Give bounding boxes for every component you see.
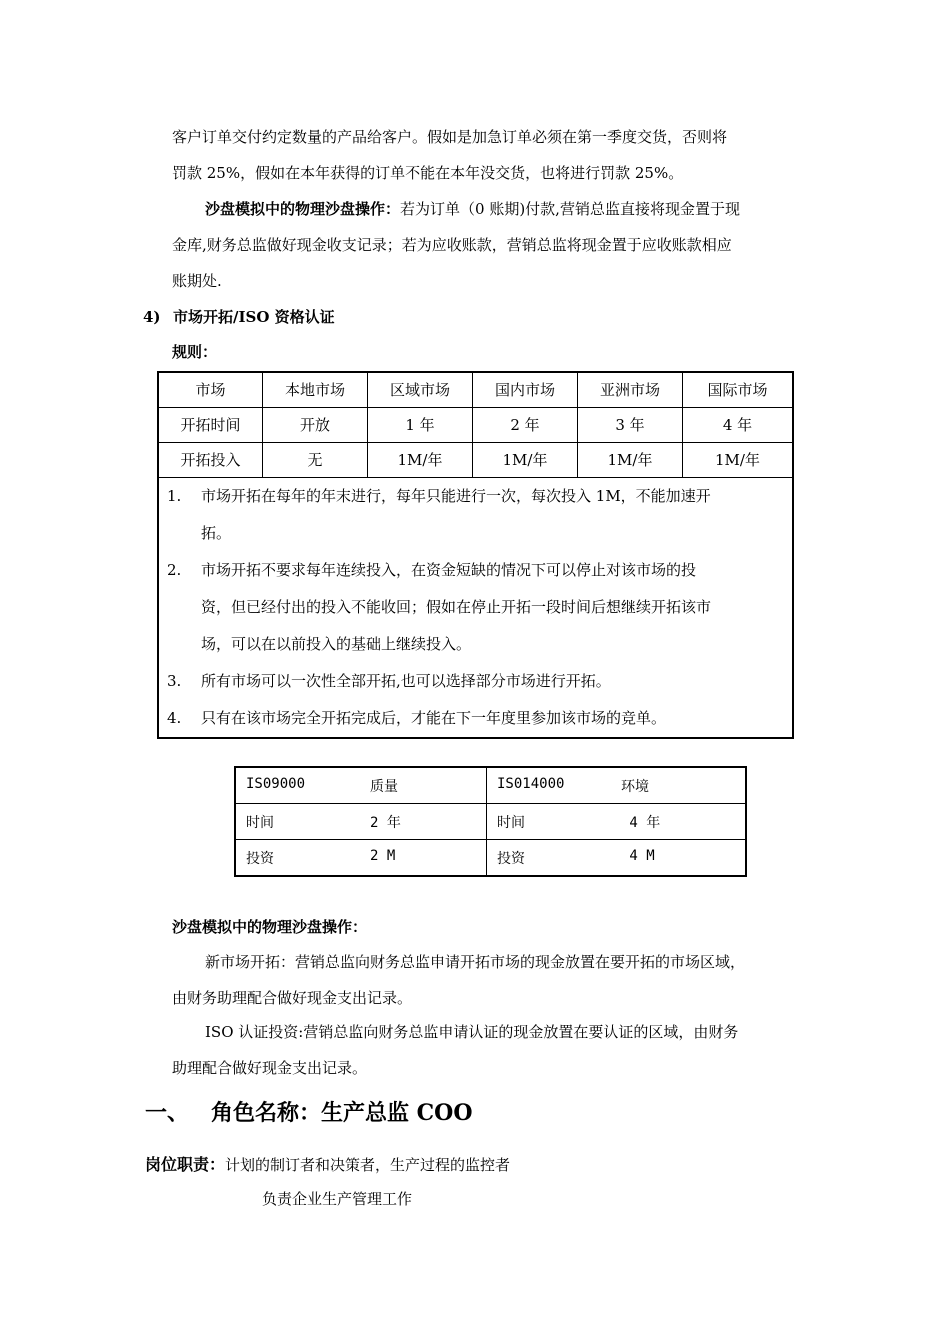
note-text xyxy=(201,663,611,700)
section-title: 市场开拓/ISO 资格认证 xyxy=(173,308,335,326)
table-cell: 4 年 xyxy=(683,407,794,442)
intro-operation-line-2: 金库,财务总监做好现金收支记录；若为应收账款，营销总监将现金置于应收账款相应 xyxy=(172,236,732,254)
note-line: 只有在该市场完全开拓完成后，才能在下一年度里参加该市场的竞单。 xyxy=(201,708,667,727)
table-cell: 无 xyxy=(263,442,368,477)
table-cell: 1M/年 xyxy=(578,442,683,477)
iso-key: 时间 xyxy=(246,814,274,831)
operations-label: 沙盘模拟中的物理沙盘操作： xyxy=(172,918,368,936)
table-header-cell: 国际市场 xyxy=(683,372,794,407)
iso-value: 4 M xyxy=(621,847,655,864)
duty-text: 计划的制订者和决策者，生产过程的监控者 xyxy=(225,1156,511,1174)
list-item xyxy=(167,700,792,737)
table-cell: 3 年 xyxy=(578,407,683,442)
table-header-cell: 亚洲市场 xyxy=(578,372,683,407)
rules-label: 规则： xyxy=(172,343,218,361)
table-cell: 开拓投入 xyxy=(158,442,263,477)
list-item xyxy=(167,663,792,700)
iso-key: 时间 xyxy=(497,814,525,831)
note-number: 3. xyxy=(167,671,182,690)
ops-p2-line-2: 助理配合做好现金支出记录。 xyxy=(172,1059,368,1077)
table-row xyxy=(158,477,793,738)
table-cell xyxy=(487,767,747,804)
table-row xyxy=(158,372,793,407)
ops-p2-line-1: ISO 认证投资:营销总监向财务总监申请认证的现金放置在要认证的区域，由财务 xyxy=(205,1023,739,1041)
note-text xyxy=(201,552,711,663)
section-heading xyxy=(143,308,335,326)
note-line: 拓。 xyxy=(201,523,232,542)
operation-text: 若为订单（0 账期)付款,营销总监直接将现金置于现 xyxy=(400,200,740,218)
table-cell xyxy=(235,804,487,840)
note-line: 资，但已经付出的投入不能收回；假如在停止开拓一段时间后想继续开拓该市 xyxy=(201,597,712,616)
list-item xyxy=(167,552,792,663)
iso-key: IS09000 xyxy=(246,775,306,792)
table-cell: 1M/年 xyxy=(683,442,794,477)
role-numeral: 一、 xyxy=(145,1100,190,1126)
note-line: 市场开拓在每年的年末进行，每年只能进行一次，每次投入 1M，不能加速开 xyxy=(201,486,711,505)
intro-line-1: 客户订单交付约定数量的产品给客户。假如是加急订单必须在第一季度交货，否则将 xyxy=(172,128,728,146)
table-row xyxy=(158,442,793,477)
note-number: 2. xyxy=(167,560,182,579)
role-title: 角色名称：生产总监 COO xyxy=(211,1100,473,1126)
table-cell xyxy=(487,840,747,877)
intro-line-2: 罚款 25%，假如在本年获得的订单不能在本年没交货，也将进行罚款 25%。 xyxy=(172,164,684,182)
table-header-cell: 市场 xyxy=(158,372,263,407)
section-number: 4) xyxy=(143,308,161,326)
market-table xyxy=(157,371,794,739)
rules-notes-list xyxy=(159,478,792,737)
duty-label: 岗位职责： xyxy=(145,1155,226,1174)
role-heading xyxy=(145,1100,473,1126)
ops-p1-line-1: 新市场开拓：营销总监向财务总监申请开拓市场的现金放置在要开拓的市场区域， xyxy=(205,953,746,971)
table-header-cell: 本地市场 xyxy=(263,372,368,407)
table-cell xyxy=(235,767,487,804)
note-text xyxy=(201,478,711,552)
iso-key: IS014000 xyxy=(497,775,565,792)
table-cell: 1 年 xyxy=(368,407,473,442)
rules-notes-cell xyxy=(158,477,793,738)
table-row xyxy=(235,767,746,804)
iso-table xyxy=(234,766,747,877)
iso-value: 4 年 xyxy=(621,814,661,831)
note-number: 1. xyxy=(167,486,182,505)
note-number: 4. xyxy=(167,708,182,727)
iso-value: 环境 xyxy=(621,778,649,795)
list-item xyxy=(167,478,792,552)
table-row xyxy=(158,407,793,442)
table-header-cell: 区域市场 xyxy=(368,372,473,407)
iso-key: 投资 xyxy=(497,850,525,867)
table-row xyxy=(235,804,746,840)
operation-label: 沙盘模拟中的物理沙盘操作： xyxy=(205,200,401,218)
iso-value: 质量 xyxy=(370,778,398,795)
iso-value: 2 年 xyxy=(370,814,401,831)
table-cell: 2 年 xyxy=(473,407,578,442)
table-cell xyxy=(487,804,747,840)
table-cell: 1M/年 xyxy=(368,442,473,477)
table-row xyxy=(235,840,746,877)
note-text xyxy=(201,700,666,737)
table-cell xyxy=(235,840,487,877)
note-line: 所有市场可以一次性全部开拓,也可以选择部分市场进行开拓。 xyxy=(201,671,611,690)
table-cell: 1M/年 xyxy=(473,442,578,477)
table-header-cell: 国内市场 xyxy=(473,372,578,407)
intro-operation-line-3: 账期处. xyxy=(172,272,222,290)
iso-key: 投资 xyxy=(246,850,274,867)
duty-line-2: 负责企业生产管理工作 xyxy=(262,1190,413,1208)
table-cell: 开拓时间 xyxy=(158,407,263,442)
intro-operation-line-1 xyxy=(205,200,740,218)
iso-value: 2 M xyxy=(370,847,396,864)
note-line: 市场开拓不要求每年连续投入，在资金短缺的情况下可以停止对该市场的投 xyxy=(201,560,697,579)
note-line: 场，可以在以前投入的基础上继续投入。 xyxy=(201,634,472,653)
ops-p1-line-2: 由财务助理配合做好现金支出记录。 xyxy=(172,989,413,1007)
table-cell: 开放 xyxy=(263,407,368,442)
duty-line-1 xyxy=(145,1156,510,1174)
